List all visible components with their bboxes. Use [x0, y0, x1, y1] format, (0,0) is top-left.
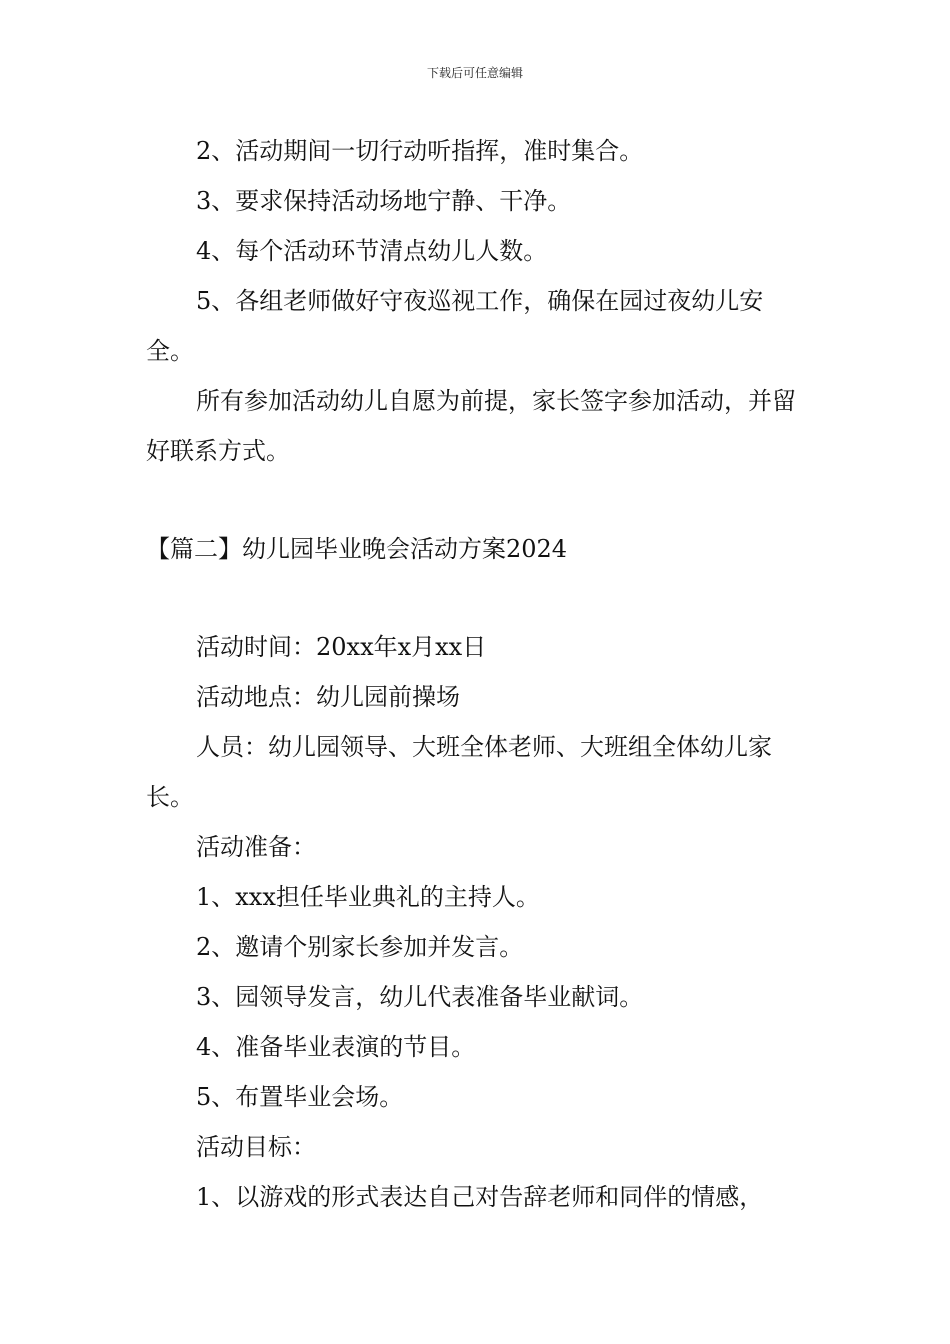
paragraph-rule-4: 4、每个活动环节清点幼儿人数。 [196, 237, 548, 265]
paragraph-prep-5: 5、布置毕业会场。 [196, 1083, 404, 1111]
section-heading: 【篇二】幼儿园毕业晚会活动方案2024 [146, 535, 568, 563]
paragraph-prep-2: 2、邀请个别家长参加并发言。 [196, 933, 524, 961]
paragraph-people: 人员：幼儿园领导、大班全体老师、大班组全体幼儿家长。 [146, 733, 772, 811]
paragraph-prep-4: 4、准备毕业表演的节目。 [196, 1033, 476, 1061]
paragraph-rule-2: 2、活动期间一切行动听指挥，准时集合。 [196, 137, 644, 165]
page-header-note: 下载后可任意编辑 [426, 66, 523, 80]
paragraph-prep-1: 1、xxx担任毕业典礼的主持人。 [196, 883, 540, 911]
document-body [146, 126, 810, 1222]
paragraph-time: 活动时间：20xx年x月xx日 [196, 633, 487, 661]
paragraph-consent: 所有参加活动幼儿自愿为前提，家长签字参加活动，并留好联系方式。 [146, 387, 796, 465]
paragraph-preparation-title: 活动准备： [196, 833, 316, 861]
paragraph-location: 活动地点：幼儿园前操场 [196, 683, 460, 711]
paragraph-goals-title: 活动目标： [196, 1133, 316, 1161]
paragraph-rule-5: 5、各组老师做好守夜巡视工作，确保在园过夜幼儿安全。 [146, 287, 764, 365]
paragraph-goal-1: 1、以游戏的形式表达自己对告辞老师和同伴的情感， [196, 1183, 764, 1211]
paragraph-rule-3: 3、要求保持活动场地宁静、干净。 [196, 187, 572, 215]
paragraph-prep-3: 3、园领导发言，幼儿代表准备毕业献词。 [196, 983, 644, 1011]
